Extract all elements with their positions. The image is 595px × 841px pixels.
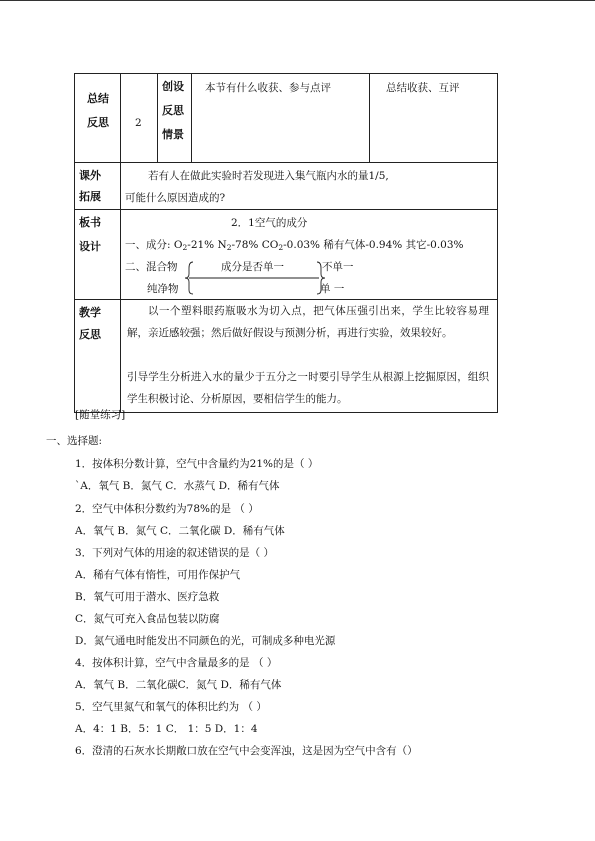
question-5-options: A．4：1 B．5：1 C． 1：5 D．1：4 — [75, 723, 258, 735]
board-label-1: 板书 — [79, 216, 101, 229]
reflection-paragraph-2: 引导学生分析进入水的量少于五分之一时要引导学生从根源上挖掘原因，组织学生积极讨论、分析原因，要相信学生的能力。 — [127, 371, 489, 405]
col-divider — [120, 74, 121, 162]
summary-label-1: 总结 — [87, 92, 109, 105]
n2-subscript: 2 — [226, 243, 232, 252]
col-divider — [120, 210, 121, 299]
row-extension — [75, 162, 497, 209]
lesson-plan-table — [74, 73, 498, 413]
summary-student-activity: 总结收获、互评 — [386, 82, 460, 94]
extension-label-2: 拓展 — [79, 190, 101, 203]
reflection-paragraph-1: 以一个塑料眼药瓶吸水为切入点，把气体压强引出来，学生比较容易理解，亲近感较强；然后做好假设与预测分析，再进行实验，效果较好。 — [127, 305, 489, 339]
col-divider — [120, 163, 121, 209]
question-2-options: A．氧气 B．氮气 C．二氧化碳 D．稀有气体 — [75, 525, 285, 537]
question-6: 6．澄清的石灰水长期敞口放在空气中会变浑浊，这是因为空气中含有（） — [75, 745, 418, 757]
question-3-option-c: C．氮气可充入食品包装以防腐 — [75, 613, 220, 625]
row-board-design — [75, 209, 497, 299]
col-divider — [369, 74, 370, 162]
row-reflection — [75, 299, 497, 412]
extension-line-1: 若有人在做此实验时若发现进入集气瓶内水的量1/5, — [148, 170, 389, 182]
exercise-section-title: 一、选择题: — [46, 435, 103, 447]
summary-stage-2: 反思 — [162, 104, 184, 117]
board-mixture: 二、混合物 — [125, 261, 178, 273]
board-single: 单 一 — [320, 283, 345, 295]
co2-subscript: 2 — [278, 243, 284, 252]
n2-value: -78% CO — [231, 239, 279, 251]
o2-subscript: 2 — [182, 243, 188, 252]
exercise-header: [随堂练习] — [75, 409, 126, 421]
extension-line-2: 可能什么原因造成的? — [125, 192, 226, 204]
o2-value: -21% N — [187, 239, 227, 251]
question-2: 2．空气中体积分数约为78%的是 （ ） — [75, 503, 259, 515]
reflection-label-2: 反思 — [79, 328, 101, 341]
col-divider — [157, 74, 158, 162]
board-title: 2．1空气的成分 — [231, 217, 308, 229]
board-composition — [125, 237, 464, 252]
question-3-option-b: B．氧气可用于潜水、医疗急救 — [75, 591, 220, 603]
composition-prefix: 一、成分: O — [125, 239, 183, 251]
board-criterion: 成分是否单一 — [221, 261, 284, 273]
reflection-label-1: 教学 — [79, 306, 101, 319]
question-4: 4．按体积计算，空气中含量最多的是 （ ） — [75, 657, 278, 669]
question-3-option-d: D．氮气通电时能发出不同颜色的光，可制成多种电光源 — [75, 635, 336, 647]
row-summary — [75, 74, 497, 162]
summary-label-2: 反思 — [87, 116, 109, 129]
question-4-options: A．氧气 B．二氧化碳C．氮气 D．稀有气体 — [75, 679, 282, 691]
summary-teacher-activity: 本节有什么收获、参与点评 — [205, 82, 331, 94]
question-5: 5．空气里氮气和氧气的体积比约为 （ ） — [75, 701, 267, 713]
summary-stage-1: 创设 — [162, 80, 184, 93]
extension-label-1: 课外 — [79, 169, 101, 182]
question-1: 1．按体积分数计算，空气中含量约为21%的是（ ） — [75, 458, 319, 470]
col-divider — [120, 300, 121, 412]
col-divider — [191, 74, 192, 162]
composition-rest: -0.03% 稀有气体-0.94% 其它-0.03% — [283, 239, 464, 251]
board-label-2: 设计 — [79, 240, 101, 253]
question-3: 3．下列对气体的用途的叙述错误的是（ ） — [75, 547, 275, 559]
board-pure-substance: 纯净物 — [147, 283, 179, 295]
summary-stage-3: 情景 — [162, 128, 184, 141]
top-rule — [0, 0, 595, 1]
board-not-single: 不单一 — [322, 261, 354, 273]
summary-time: 2 — [135, 117, 142, 129]
question-3-option-a: A．稀有气体有惰性，可用作保护气 — [75, 569, 241, 581]
question-1-options: `A．氧气 B．氮气 C．水蒸气 D．稀有气体 — [75, 480, 280, 492]
